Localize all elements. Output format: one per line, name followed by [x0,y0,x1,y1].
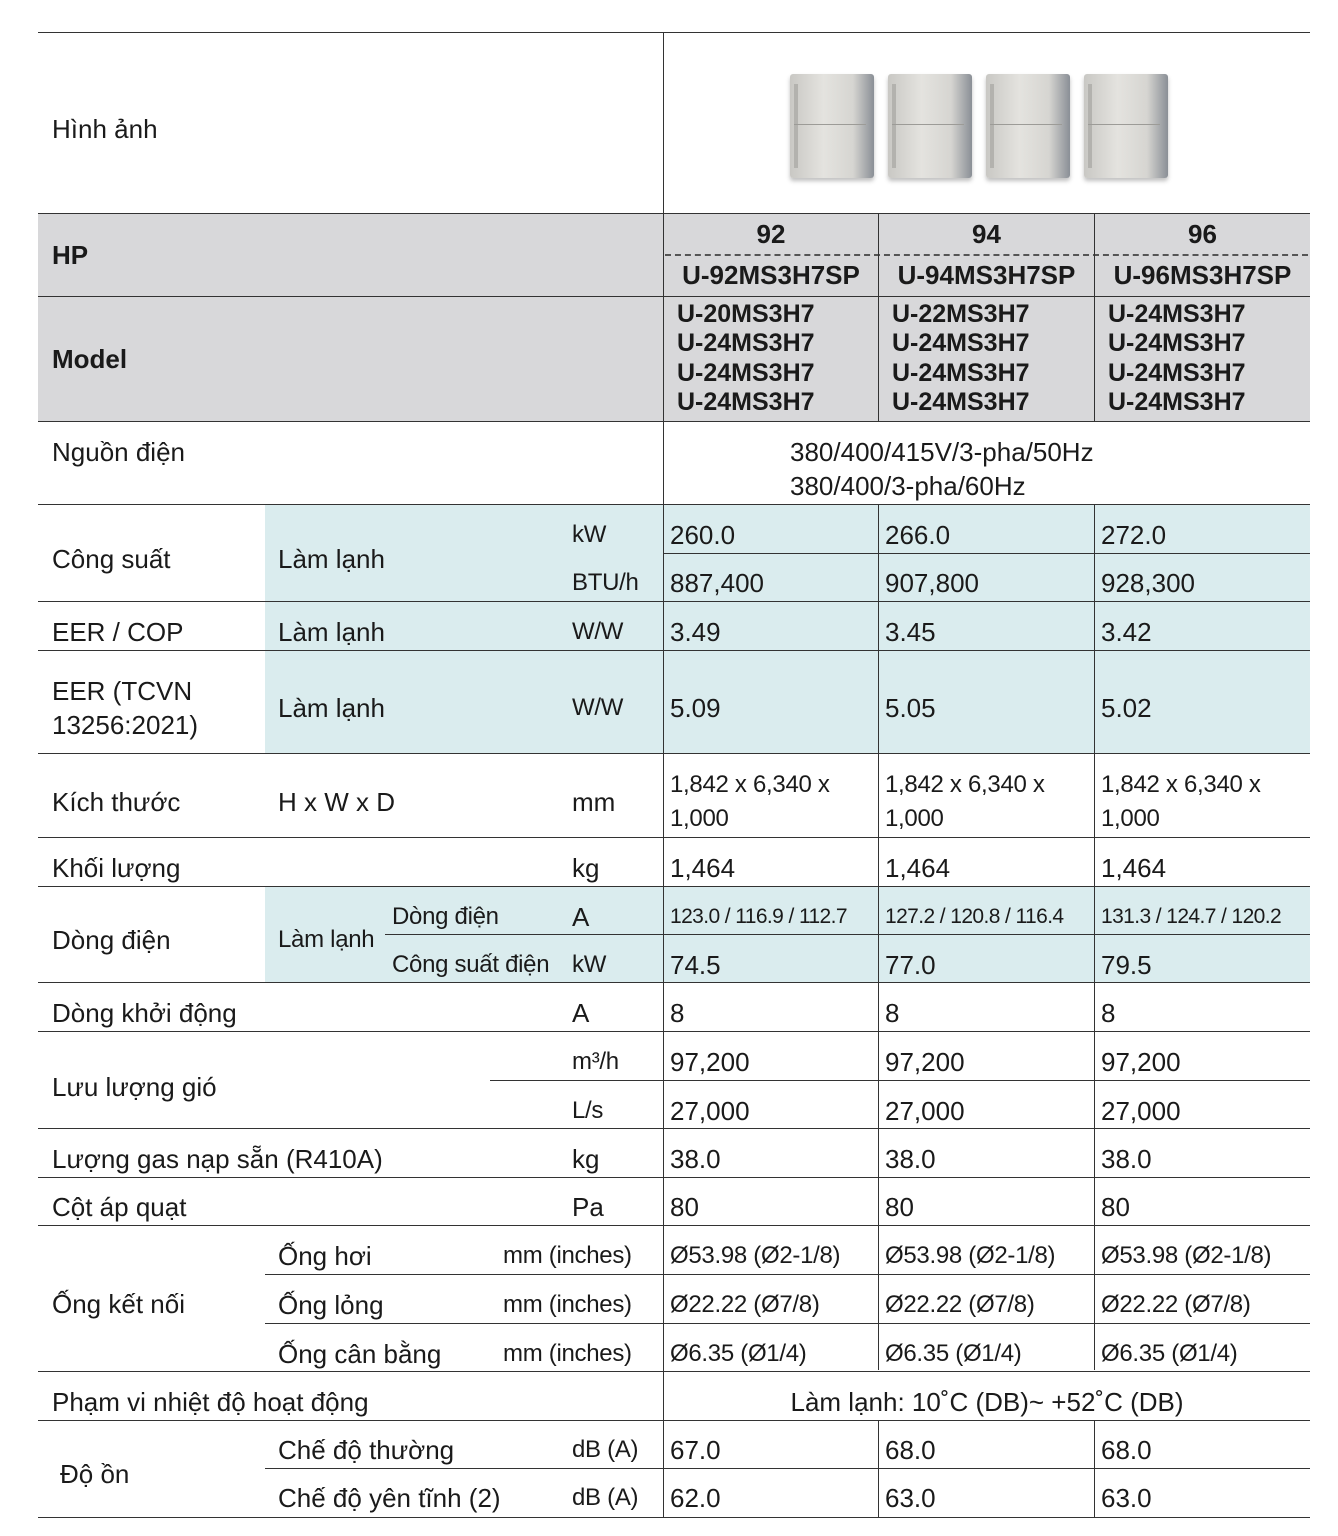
unit-ww: W/W [572,694,624,721]
divider [38,601,1310,602]
combo-model: U-24MS3H7 [892,359,1030,387]
row-label-operating-range: Phạm vi nhiệt độ hoạt động [52,1387,369,1417]
power-supply-value: 380/400/415V/3-pha/50Hz [790,437,1094,467]
outdoor-unit-image [1084,74,1168,178]
combo-model: U-24MS3H7 [677,359,815,387]
col-divider [1094,504,1095,1370]
start-current-value: 8 [1101,998,1116,1028]
sub-label-power-input: Công suất điện [392,951,550,978]
unit-dba: dB (A) [572,1484,639,1511]
noise-normal-value: 68.0 [1101,1435,1152,1465]
divider [38,504,1310,505]
start-current-value: 8 [670,998,685,1028]
model-name: U-94MS3H7SP [897,260,1076,290]
outdoor-unit-image [790,74,874,178]
col-divider [1094,1420,1095,1517]
divider [38,213,1310,214]
col-divider [663,32,664,1517]
eer-bg [265,601,1310,650]
divider [265,1323,1310,1324]
pa-value: 80 [670,1192,699,1222]
pipe-gas-value: Ø53.98 (Ø2-1/8) [670,1242,841,1269]
power-input-value: 77.0 [885,950,936,980]
power-input-value: 79.5 [1101,950,1152,980]
row-label-noise: Độ ồn [60,1459,130,1489]
sub-label-quiet-mode: Chế độ yên tĩnh (2) [278,1483,501,1513]
pipe-liquid-value: Ø22.22 (Ø7/8) [1101,1291,1251,1318]
airflow-ls: 27,000 [1101,1096,1181,1126]
row-label-airflow: Lưu lượng gió [52,1072,217,1102]
row-label-fan-pressure: Cột áp quạt [52,1192,187,1222]
divider [38,32,1310,33]
divider [265,1468,1310,1469]
row-label-model: Model [52,344,128,374]
hp-dashed-divider [665,254,1308,256]
pipe-gas-value: Ø53.98 (Ø2-1/8) [885,1242,1056,1269]
unit-ww: W/W [572,618,624,645]
divider [38,296,1310,297]
sub-label-cooling: Làm lạnh [278,926,375,953]
divider [38,1177,1310,1178]
row-label-hp: HP [52,240,89,270]
col-divider [878,504,879,1370]
combo-model: U-24MS3H7 [1108,329,1246,357]
pa-value: 80 [885,1192,914,1222]
hp-value: 94 [972,219,1001,249]
combo-model: U-24MS3H7 [1108,388,1246,416]
pipe-balance-value: Ø6.35 (Ø1/4) [885,1340,1022,1367]
airflow-ls: 27,000 [670,1096,750,1126]
gas-value: 38.0 [885,1144,936,1174]
sub-label-hwd: H x W x D [278,787,395,817]
outdoor-unit-image [986,74,1070,178]
unit-kg: kg [572,853,600,883]
dim-value: 1,842 x 6,340 x [885,771,1045,798]
dim-value: 1,000 [1101,805,1160,832]
unit-ls: L/s [572,1097,604,1124]
eer-tcvn-value: 5.05 [885,693,936,723]
unit-kg: kg [572,1144,600,1174]
row-label-current: Dòng điện [52,925,171,955]
airflow-m3h: 97,200 [1101,1047,1181,1077]
unit-mm-inches: mm (inches) [503,1242,632,1269]
gas-value: 38.0 [670,1144,721,1174]
unit-mm: mm [572,787,616,817]
divider [38,1128,1310,1129]
weight-value: 1,464 [1101,853,1167,883]
pipe-liquid-value: Ø22.22 (Ø7/8) [670,1291,820,1318]
divider [490,1080,1310,1081]
eer-tcvn-value: 5.09 [670,693,721,723]
unit-mm-inches: mm (inches) [503,1340,632,1367]
model-name: U-92MS3H7SP [682,260,860,290]
combo-model: U-24MS3H7 [892,329,1030,357]
sub-label-cooling: Làm lạnh [278,617,385,647]
unit-dba: dB (A) [572,1436,639,1463]
divider [38,1517,1310,1518]
row-label-eer-tcvn: 13256:2021) [52,710,199,740]
row-label-eer-tcvn: EER (TCVN [52,676,193,706]
divider [38,421,1310,422]
airflow-m3h: 97,200 [885,1047,965,1077]
combo-model: U-24MS3H7 [677,329,815,357]
combo-model: U-24MS3H7 [1108,359,1246,387]
current-value: 131.3 / 124.7 / 120.2 [1101,905,1282,928]
combo-model: U-20MS3H7 [677,300,815,328]
cap-kw: 260.0 [670,520,736,550]
sub-label-cooling: Làm lạnh [278,693,385,723]
row-label-dimensions: Kích thước [52,787,181,817]
pipe-liquid-value: Ø22.22 (Ø7/8) [885,1291,1035,1318]
divider [38,982,1310,983]
row-label-starting-current: Dòng khởi động [52,998,237,1028]
row-label-piping: Ống kết nối [52,1289,185,1319]
power-supply-value: 380/400/3-pha/60Hz [790,471,1026,501]
noise-normal-value: 68.0 [885,1435,936,1465]
dim-value: 1,842 x 6,340 x [1101,771,1261,798]
divider [38,650,1310,651]
divider [38,1371,1310,1372]
row-label-refrigerant: Lượng gas nạp sẵn (R410A) [52,1144,383,1174]
weight-value: 1,464 [670,853,736,883]
sub-label-liquid-pipe: Ống lỏng [278,1290,384,1320]
operating-range-value: Làm lạnh: 10˚C (DB)~ +52˚C (DB) [790,1387,1184,1417]
pipe-balance-value: Ø6.35 (Ø1/4) [1101,1340,1238,1367]
eer-value: 3.45 [885,617,936,647]
hp-value: 92 [756,219,786,249]
row-label-image: Hình ảnh [52,114,158,144]
gas-value: 38.0 [1101,1144,1152,1174]
unit-m3h: m³/h [572,1048,619,1075]
sub-label-gas-pipe: Ống hơi [278,1241,372,1271]
cap-btu: 887,400 [670,568,764,598]
outdoor-unit-image [888,74,972,178]
row-label-weight: Khối lượng [52,853,181,883]
unit-kw: kW [572,521,607,548]
eer-tcvn-bg [265,650,1310,753]
combo-model: U-24MS3H7 [677,388,815,416]
cap-kw: 272.0 [1101,520,1167,550]
combo-model: U-24MS3H7 [1108,300,1246,328]
sub-label-current: Dòng điện [392,903,499,930]
current-value: 123.0 / 116.9 / 112.7 [670,905,847,928]
noise-quiet-value: 63.0 [885,1483,936,1513]
dim-value: 1,842 x 6,340 x [670,771,830,798]
row-label-power-supply: Nguồn điện [52,437,185,467]
pipe-balance-value: Ø6.35 (Ø1/4) [670,1340,807,1367]
unit-kw: kW [572,951,607,978]
cap-btu: 907,800 [885,568,979,598]
unit-btuh: BTU/h [572,569,639,596]
unit-mm-inches: mm (inches) [503,1291,632,1318]
unit-a: A [572,998,590,1028]
divider [385,934,1310,935]
divider [265,1274,1310,1275]
eer-value: 3.49 [670,617,721,647]
eer-tcvn-value: 5.02 [1101,693,1152,723]
divider [38,886,1310,887]
weight-value: 1,464 [885,853,951,883]
airflow-ls: 27,000 [885,1096,965,1126]
eer-value: 3.42 [1101,617,1152,647]
dim-value: 1,000 [885,805,944,832]
row-label-eer: EER / COP [52,617,184,647]
col-divider [878,1420,879,1517]
unit-pa: Pa [572,1192,604,1222]
pipe-gas-value: Ø53.98 (Ø2-1/8) [1101,1242,1272,1269]
combo-model: U-22MS3H7 [892,300,1030,328]
divider [38,1031,1310,1032]
power-input-value: 74.5 [670,950,721,980]
start-current-value: 8 [885,998,900,1028]
noise-normal-value: 67.0 [670,1435,721,1465]
row-label-capacity: Công suất [52,544,171,574]
noise-quiet-value: 63.0 [1101,1483,1152,1513]
unit-a: A [572,902,590,932]
divider [38,837,1310,838]
combo-model: U-24MS3H7 [892,388,1030,416]
cap-kw: 266.0 [885,520,951,550]
divider [38,753,1310,754]
model-name: U-96MS3H7SP [1113,260,1292,290]
noise-quiet-value: 62.0 [670,1483,721,1513]
divider [38,1225,1310,1226]
sub-label-cooling: Làm lạnh [278,544,385,574]
current-value: 127.2 / 120.8 / 116.4 [885,905,1064,928]
cap-btu: 928,300 [1101,568,1195,598]
dim-value: 1,000 [670,805,729,832]
divider [38,1420,1310,1421]
divider [663,553,1310,554]
sub-label-normal-mode: Chế độ thường [278,1435,455,1465]
hp-value: 96 [1188,219,1217,249]
pa-value: 80 [1101,1192,1130,1222]
sub-label-balance-pipe: Ống cân bằng [278,1339,442,1369]
airflow-m3h: 97,200 [670,1047,750,1077]
